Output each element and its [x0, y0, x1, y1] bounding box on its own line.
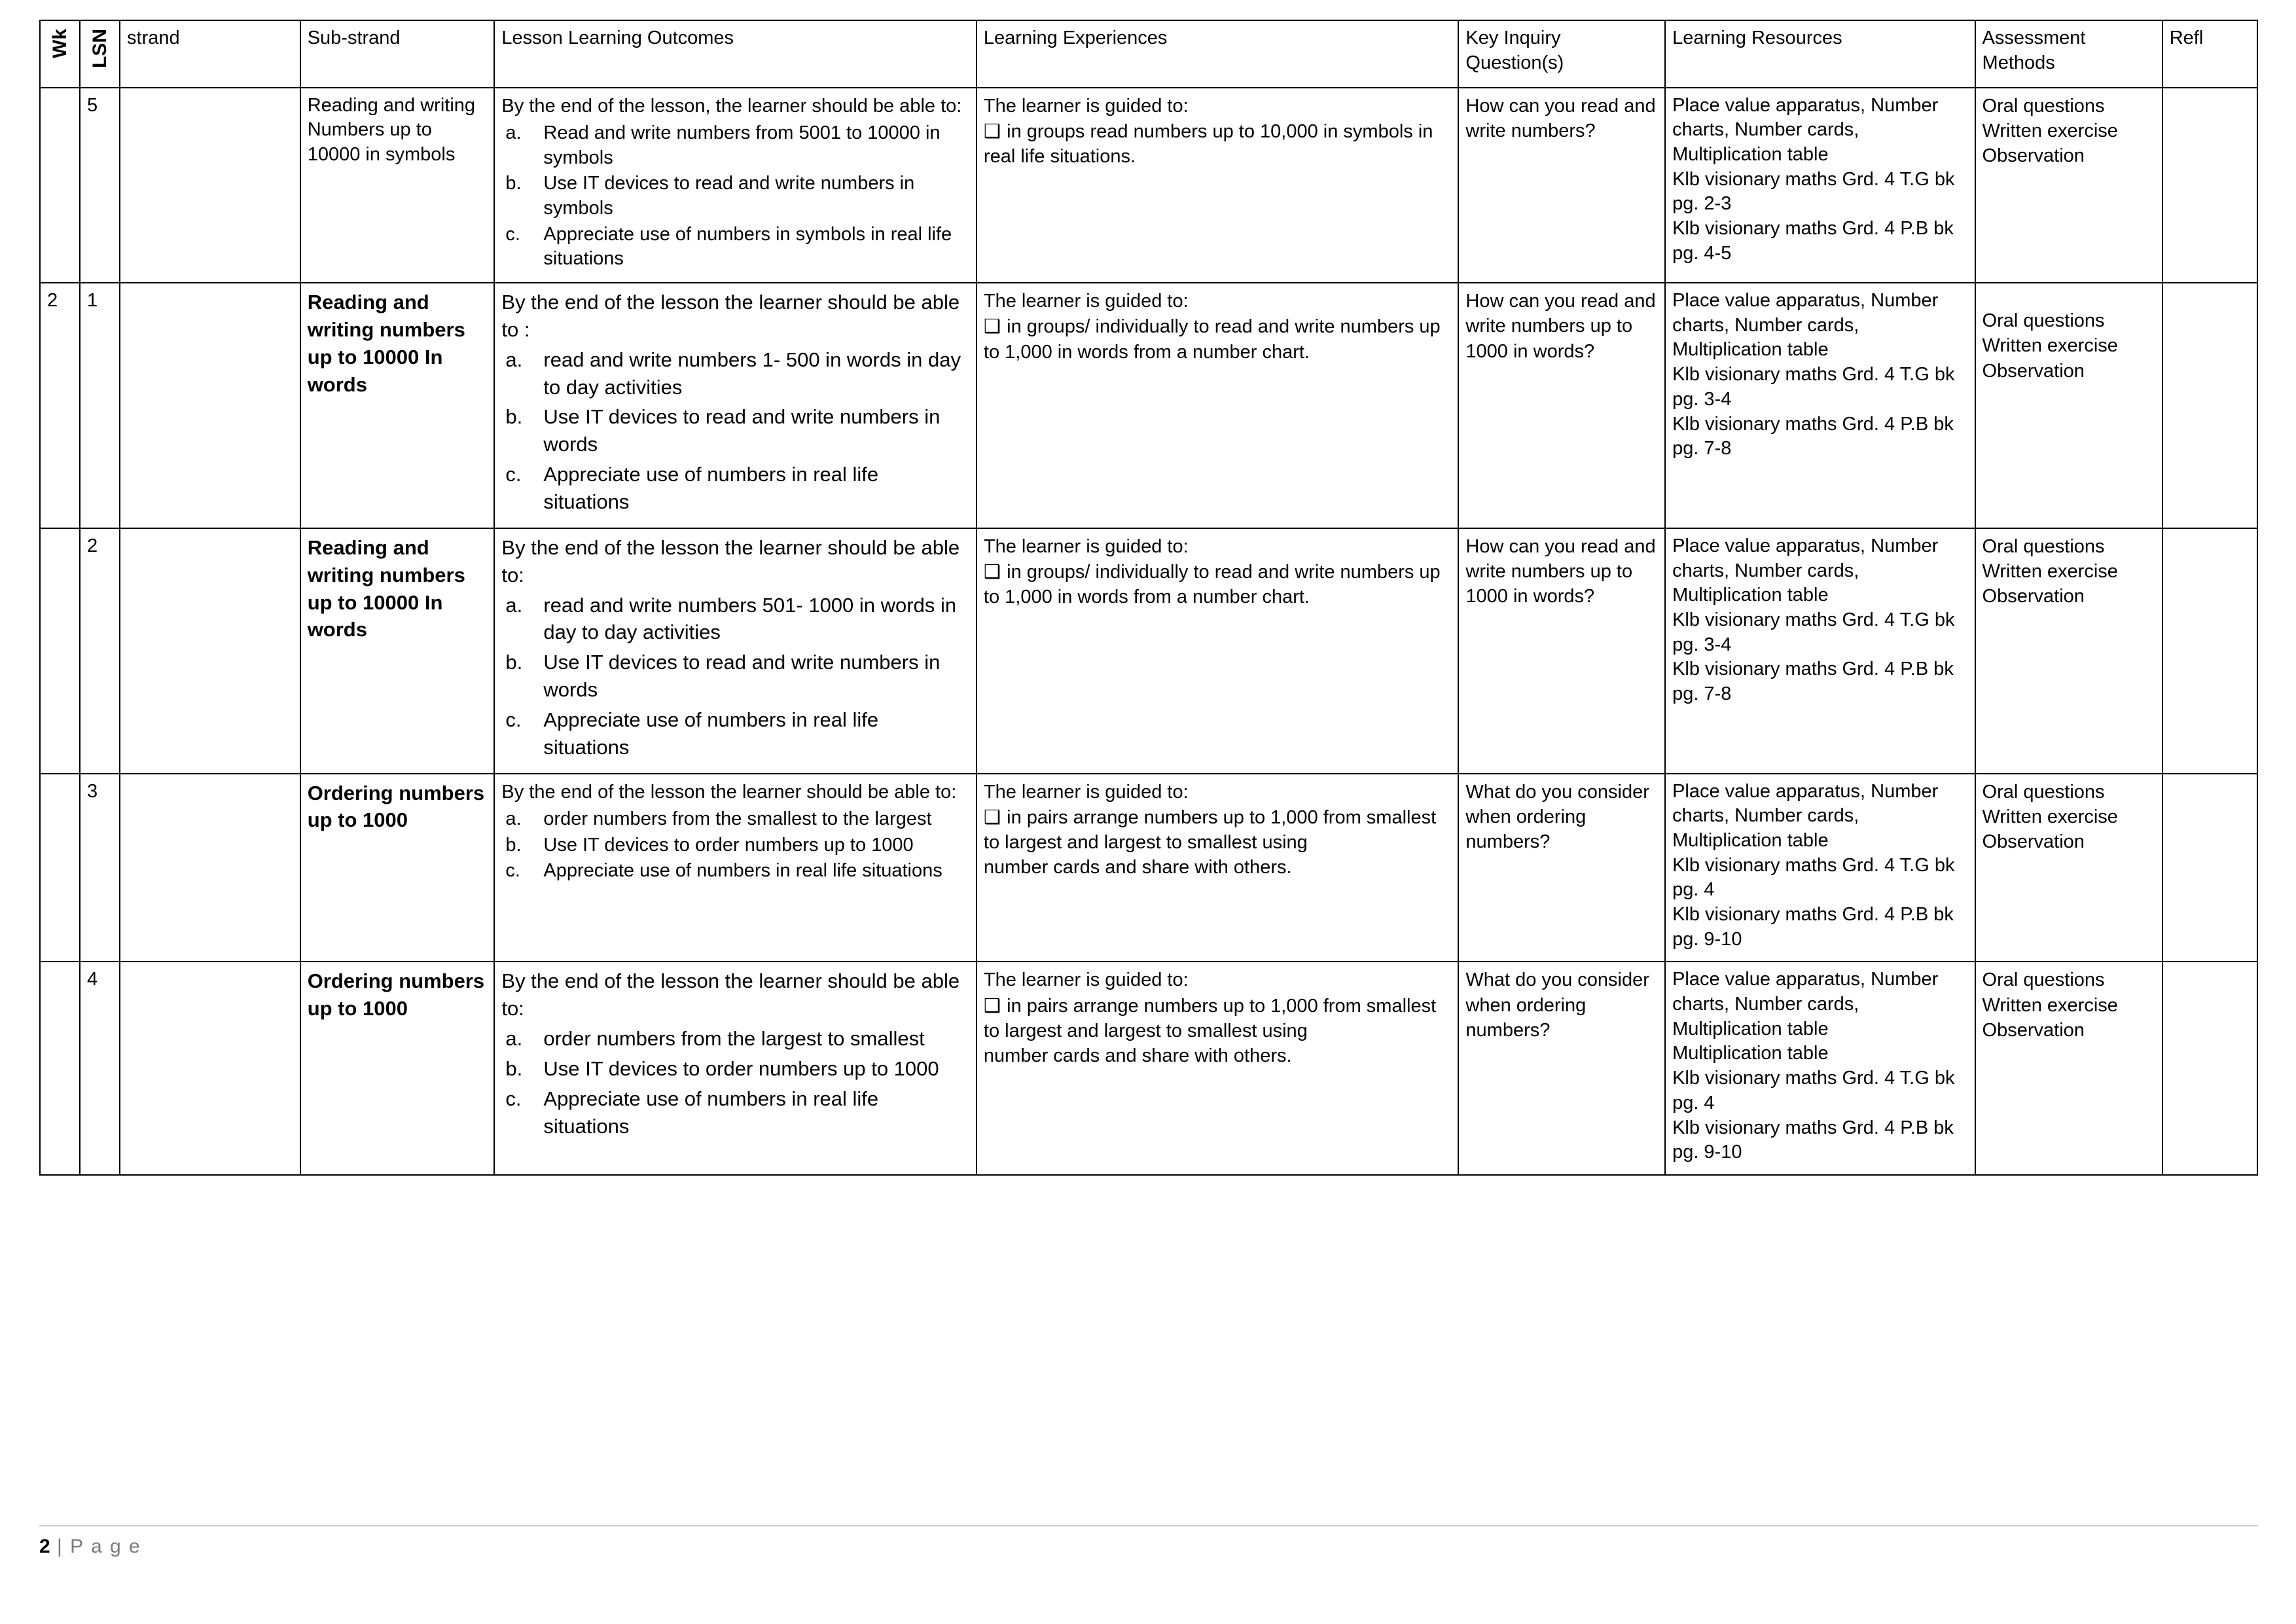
cell-strand [120, 528, 300, 774]
key-inquiry-question-text: What do you consider when ordering numbers? [1465, 781, 1649, 853]
llo-intro: By the end of the lesson, the learner should be able to: [501, 95, 962, 117]
learning-resource-item: Klb visionary maths Grd. 4 P.B bk pg. 9-10 [1672, 1117, 1954, 1163]
llo-item-marker: b. [505, 405, 523, 429]
cell-learning-resources [1665, 962, 1975, 1175]
llo-list [501, 592, 969, 761]
llo-item-marker: b. [505, 1056, 523, 1080]
learning-experience-bullet: ❑ in groups/ individually to read and write numbers up to 1,000 in words from a number chart. [983, 315, 1441, 363]
cell-week [40, 962, 80, 1175]
cell-strand [120, 88, 300, 283]
cell-key-inquiry-question [1458, 283, 1665, 528]
assessment-method-item: Written exercise [1982, 335, 2118, 357]
assessment-methods-list [1982, 94, 2155, 169]
cell-week [40, 774, 80, 962]
learning-resource-item: Klb visionary maths Grd. 4 T.G bk pg. 3-4 [1672, 609, 1955, 655]
assessment-method-item: Observation [1982, 360, 2085, 382]
learning-resource-item: Place value apparatus, Number charts, Number cards, Multiplication table [1672, 780, 1939, 851]
cell-assessment-methods [1975, 962, 2162, 1175]
llo-item-marker: b. [505, 651, 523, 674]
assessment-method-item: Observation [1982, 831, 2085, 853]
cell-lesson-learning-outcomes [494, 88, 977, 283]
bullet-box-icon: ❑ [983, 119, 1007, 142]
llo-item-marker: a. [505, 122, 522, 143]
llo-list [501, 1025, 969, 1140]
bullet-box-icon: ❑ [983, 805, 1007, 828]
cell-learning-experiences [977, 962, 1459, 1175]
llo-intro: By the end of the lesson the learner should be able to: [501, 781, 957, 803]
learning-resource-item: Klb visionary maths Grd. 4 T.G bk pg. 4 [1672, 854, 1955, 901]
llo-item: b. Use IT devices to order numbers up to 1000 [501, 833, 969, 858]
header-lsn-label: LSN [89, 29, 111, 68]
header-key-inquiry-questions: Key Inquiry Question(s) [1458, 20, 1665, 88]
header-assessment-methods: Assessment Methods [1975, 20, 2162, 88]
header-sub-strand: Sub-strand [300, 20, 495, 88]
learning-resource-item: Place value apparatus, Number charts, Number cards, Multiplication table [1672, 94, 1939, 166]
learning-resource-item: Klb visionary maths Grd. 4 T.G bk pg. 2-3 [1672, 168, 1955, 215]
cell-key-inquiry-question [1458, 774, 1665, 962]
cell-learning-resources [1665, 528, 1975, 774]
cell-sub-strand [300, 962, 495, 1175]
assessment-method-item: Observation [1982, 586, 2085, 607]
bullet-box-icon: ❑ [983, 315, 1007, 338]
llo-item-marker: c. [505, 223, 520, 245]
cell-sub-strand [300, 88, 495, 283]
cell-reflection [2162, 528, 2257, 774]
assessment-method-item: Written exercise [1982, 806, 2118, 827]
assessment-methods-list [1982, 289, 2155, 384]
llo-intro: By the end of the lesson the learner should be able to: [501, 969, 960, 1020]
header-learning-experiences: Learning Experiences [977, 20, 1459, 88]
cell-lesson-number: 3 [80, 774, 120, 962]
cell-lesson-number: 5 [80, 88, 120, 283]
llo-item: b. Use IT devices to read and write numbers in words [501, 649, 969, 704]
learning-experience-bullet: ❑ in groups read numbers up to 10,000 in symbols in real life situations. [983, 119, 1433, 168]
key-inquiry-question-text: How can you read and write numbers up to 1000 in words? [1465, 535, 1656, 607]
sub-strand-text: Reading and writing Numbers up to 10000 in symbols [307, 94, 476, 166]
llo-item: c. Appreciate use of numbers in symbols in real life situations [505, 223, 952, 270]
llo-item-marker: a. [505, 593, 523, 617]
learning-experience-bullet: ❑ in groups/ individually to read and write numbers up to 1,000 in words from a number chart. [983, 560, 1441, 608]
table-row [40, 528, 2257, 774]
footer-divider [39, 1525, 2258, 1526]
cell-lesson-learning-outcomes [494, 528, 977, 774]
cell-week: 2 [40, 283, 80, 528]
cell-learning-experiences [977, 774, 1459, 962]
cell-key-inquiry-question [1458, 962, 1665, 1175]
assessment-methods-list [1982, 967, 2155, 1043]
sub-strand-text: Ordering numbers up to 1000 [307, 969, 485, 1020]
page-footer [39, 1525, 2258, 1558]
llo-list [501, 121, 969, 272]
cell-sub-strand [300, 528, 495, 774]
llo-item-marker: b. [505, 834, 522, 856]
llo-item-marker: a. [505, 348, 523, 371]
cell-week [40, 88, 80, 283]
cell-learning-experiences [977, 283, 1459, 528]
sub-strand-text: Reading and writing numbers up to 10000 In words [307, 291, 465, 396]
learning-resource-item: Klb visionary maths Grd. 4 P.B bk pg. 7-8 [1672, 413, 1954, 460]
assessment-method-item: Oral questions [1982, 310, 2105, 332]
footer-page-label: | P a g e [57, 1536, 141, 1557]
cell-lesson-learning-outcomes [494, 283, 977, 528]
footer-page-number: 2 [39, 1536, 50, 1557]
llo-intro: By the end of the lesson the learner should be able to : [501, 291, 960, 341]
header-wk-label: Wk [49, 29, 71, 58]
cell-reflection [2162, 88, 2257, 283]
learning-experiences-intro: The learner is guided to: [983, 781, 1189, 803]
learning-experience-extra: number cards and share with others. [983, 857, 1292, 878]
cell-assessment-methods [1975, 88, 2162, 283]
llo-item: b. Use IT devices to read and write numbers in symbols [505, 173, 915, 219]
header-lsn [80, 20, 120, 88]
llo-item: a. order numbers from the smallest to the largest [501, 807, 969, 832]
llo-item: c. Appreciate use of numbers in real life situations [501, 1085, 969, 1140]
llo-intro: By the end of the lesson the learner should be able to: [501, 535, 960, 586]
cell-assessment-methods [1975, 528, 2162, 774]
learning-resource-item: Klb visionary maths Grd. 4 T.G bk pg. 4 [1672, 1068, 1955, 1113]
sub-strand-text: Reading and writing numbers up to 10000 In words [307, 535, 465, 641]
learning-experiences-intro: The learner is guided to: [983, 969, 1189, 991]
header-strand: strand [120, 20, 300, 88]
key-inquiry-question-text: How can you read and write numbers? [1465, 95, 1656, 141]
assessment-method-item: Written exercise [1982, 561, 2118, 583]
scheme-of-work-table [39, 20, 2258, 1176]
llo-item-marker: c. [505, 860, 520, 882]
learning-experiences-intro: The learner is guided to: [983, 95, 1189, 117]
llo-item-marker: a. [505, 808, 522, 829]
learning-experience-extra: number cards and share with others. [983, 1045, 1292, 1067]
assessment-method-item: Oral questions [1982, 535, 2105, 557]
learning-resource-item: Place value apparatus, Number charts, Number cards, Multiplication table [1672, 535, 1939, 606]
footer-text [39, 1536, 2258, 1558]
cell-strand [120, 962, 300, 1175]
llo-item: c. Appreciate use of numbers in real life situations [501, 706, 969, 761]
cell-sub-strand [300, 283, 495, 528]
llo-item: a. read and write numbers 1- 500 in words in day to day activities [501, 346, 969, 401]
learning-experience-bullet: ❑ in pairs arrange numbers up to 1,000 from smallest to largest and largest to smallest using [983, 994, 1437, 1041]
cell-learning-experiences [977, 528, 1459, 774]
key-inquiry-question-text: What do you consider when ordering numbers? [1465, 969, 1649, 1041]
llo-item: a. Read and write numbers from 5001 to 10000 in symbols [505, 122, 941, 168]
learning-resource-item: Place value apparatus, Number charts, Number cards, Multiplication table [1672, 969, 1939, 1039]
cell-lesson-number: 2 [80, 528, 120, 774]
table-row [40, 774, 2257, 962]
table-row [40, 283, 2257, 528]
cell-assessment-methods [1975, 283, 2162, 528]
table-row [40, 88, 2257, 283]
learning-experience-bullet: ❑ in pairs arrange numbers up to 1,000 from smallest to largest and largest to smallest using [983, 805, 1437, 854]
llo-list [501, 807, 969, 884]
llo-item: a. order numbers from the largest to smallest [501, 1025, 969, 1053]
header-lesson-learning-outcomes: Lesson Learning Outcomes [494, 20, 977, 88]
scheme-of-work-page [39, 20, 2258, 1176]
header-wk [40, 20, 80, 88]
llo-item-marker: a. [505, 1027, 523, 1051]
llo-item-marker: c. [505, 463, 522, 486]
key-inquiry-question-text: How can you read and write numbers up to 1000 in words? [1465, 291, 1656, 362]
header-learning-resources: Learning Resources [1665, 20, 1975, 88]
cell-reflection [2162, 962, 2257, 1175]
header-refl: Refl [2162, 20, 2257, 88]
cell-key-inquiry-question [1458, 88, 1665, 283]
learning-resource-item: Klb visionary maths Grd. 4 P.B bk pg. 4-5 [1672, 218, 1954, 264]
llo-item: c. Appreciate use of numbers in real life situations [501, 859, 969, 884]
cell-learning-experiences [977, 88, 1459, 283]
cell-key-inquiry-question [1458, 528, 1665, 774]
learning-resource-item: Klb visionary maths Grd. 4 P.B bk pg. 7-8 [1672, 659, 1954, 704]
table-body [40, 88, 2257, 1175]
assessment-methods-list [1982, 780, 2155, 855]
cell-lesson-learning-outcomes [494, 962, 977, 1175]
cell-lesson-number: 4 [80, 962, 120, 1175]
assessment-method-item: Written exercise [1982, 120, 2118, 141]
bullet-box-icon: ❑ [983, 560, 1007, 583]
llo-item-marker: c. [505, 708, 522, 731]
cell-strand [120, 283, 300, 528]
bullet-box-icon: ❑ [983, 994, 1007, 1017]
assessment-method-item: Observation [1982, 1019, 2085, 1041]
llo-item: b. Use IT devices to order numbers up to 1000 [501, 1055, 969, 1083]
sub-strand-text: Ordering numbers up to 1000 [307, 781, 485, 832]
cell-learning-resources [1665, 774, 1975, 962]
assessment-method-item: Oral questions [1982, 969, 2105, 991]
llo-item: c. Appreciate use of numbers in real life situations [501, 461, 969, 516]
learning-experiences-intro: The learner is guided to: [983, 535, 1189, 557]
learning-resource-item: Klb visionary maths Grd. 4 P.B bk pg. 9-10 [1672, 904, 1954, 950]
llo-list [501, 346, 969, 516]
learning-resource-item: Place value apparatus, Number charts, Number cards, Multiplication table [1672, 290, 1939, 361]
header-row [40, 20, 2257, 88]
cell-assessment-methods [1975, 774, 2162, 962]
learning-resource-item: Klb visionary maths Grd. 4 T.G bk pg. 3-4 [1672, 364, 1955, 410]
learning-experiences-intro: The learner is guided to: [983, 291, 1189, 312]
assessment-method-item: Observation [1982, 145, 2085, 167]
cell-reflection [2162, 774, 2257, 962]
assessment-method-item: Oral questions [1982, 95, 2105, 117]
llo-item: b. Use IT devices to read and write numbers in words [501, 403, 969, 458]
llo-item-marker: b. [505, 173, 522, 194]
cell-lesson-number: 1 [80, 283, 120, 528]
cell-learning-resources [1665, 283, 1975, 528]
cell-strand [120, 774, 300, 962]
cell-sub-strand [300, 774, 495, 962]
llo-item-marker: c. [505, 1087, 522, 1110]
cell-reflection [2162, 283, 2257, 528]
table-header [40, 20, 2257, 88]
assessment-method-item: Oral questions [1982, 781, 2105, 803]
cell-lesson-learning-outcomes [494, 774, 977, 962]
cell-learning-resources [1665, 88, 1975, 283]
learning-resource-item: Multiplication table [1672, 1043, 1829, 1064]
llo-item: a. read and write numbers 501- 1000 in words in day to day activities [501, 592, 969, 647]
assessment-method-item: Written exercise [1982, 994, 2118, 1016]
table-row [40, 962, 2257, 1175]
assessment-methods-list [1982, 534, 2155, 609]
cell-week [40, 528, 80, 774]
